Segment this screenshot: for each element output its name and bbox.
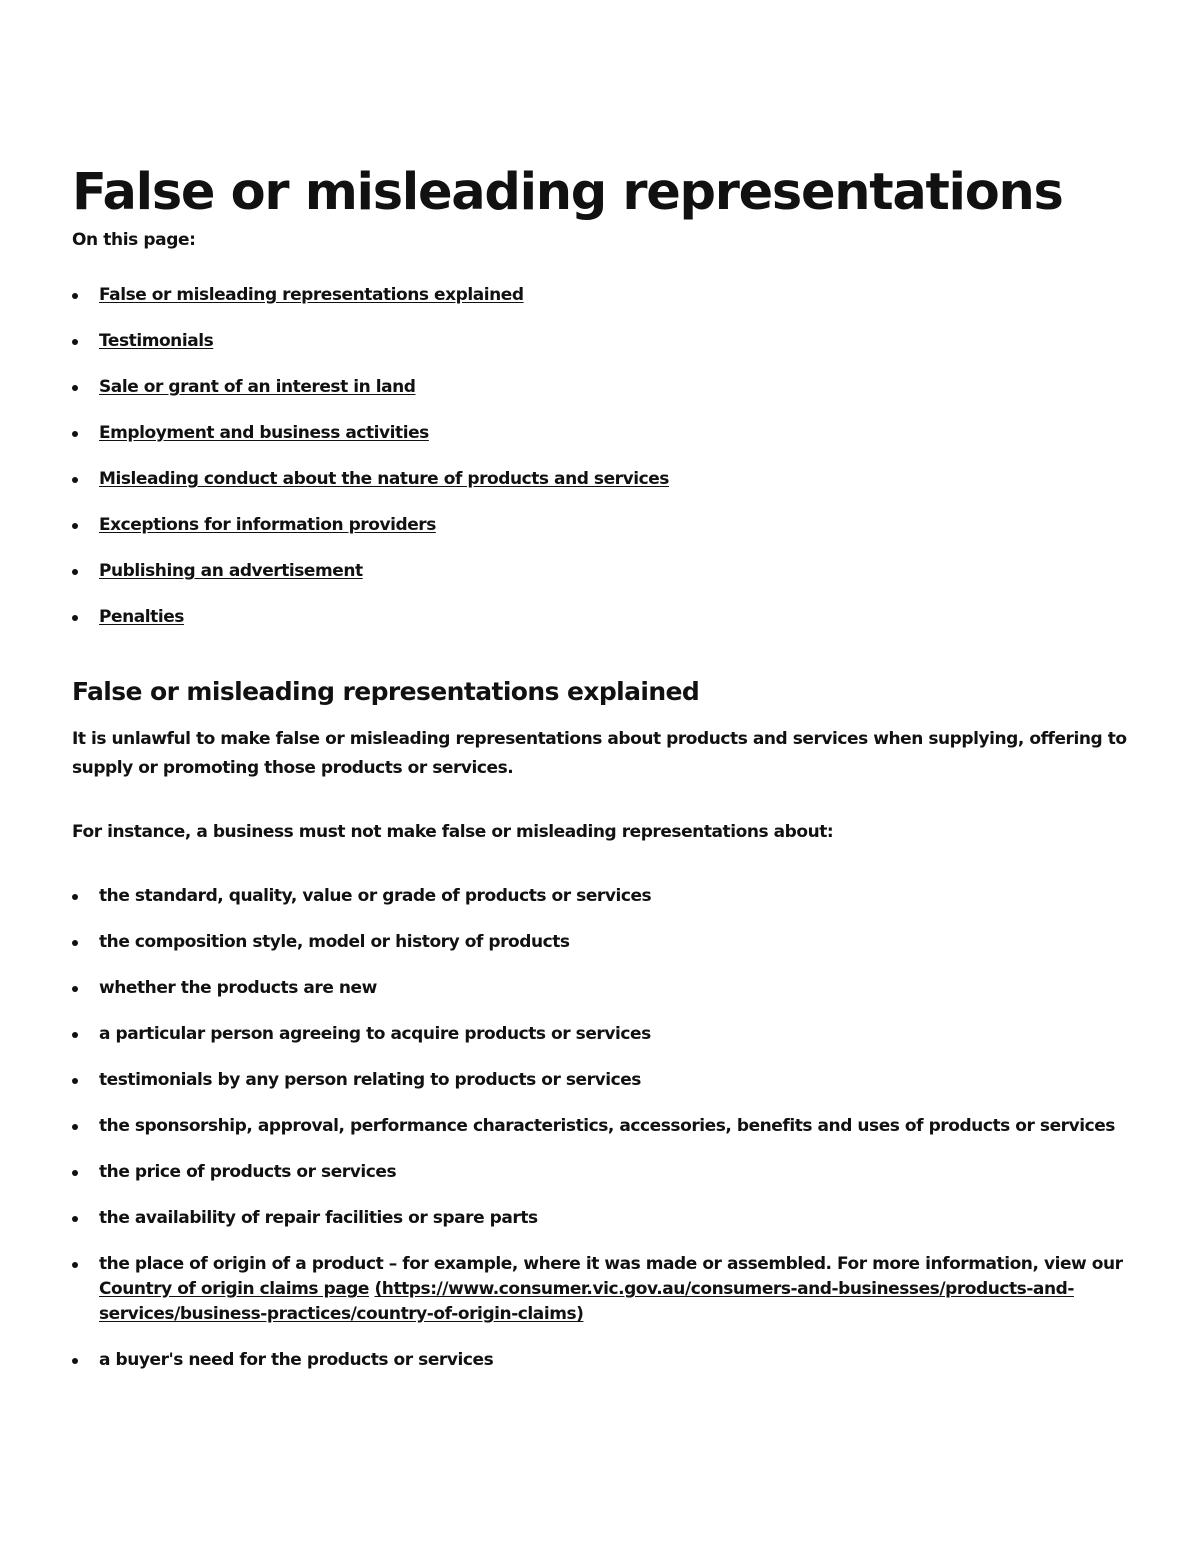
- toc-link-interest-in-land[interactable]: Sale or grant of an interest in land: [99, 377, 416, 397]
- toc-link-testimonials[interactable]: Testimonials: [99, 331, 214, 351]
- toc-item: [72, 283, 1128, 308]
- toc-link-penalties[interactable]: Penalties: [99, 607, 184, 627]
- toc-item: [72, 559, 1128, 584]
- toc-item: [72, 375, 1128, 400]
- table-of-contents: [72, 283, 1128, 630]
- list-item: a particular person agreeing to acquire products or services: [72, 1022, 1128, 1047]
- toc-link-employment[interactable]: Employment and business activities: [99, 423, 429, 443]
- toc-item: [72, 329, 1128, 354]
- toc-link-exceptions[interactable]: Exceptions for information providers: [99, 515, 436, 535]
- section-heading: False or misleading representations explained: [72, 677, 700, 706]
- toc-item: [72, 467, 1128, 492]
- list-item-origin: [72, 1252, 1128, 1327]
- toc-link-misleading-conduct[interactable]: Misleading conduct about the nature of products and services: [99, 469, 669, 489]
- toc-link-explained[interactable]: False or misleading representations explained: [99, 285, 524, 305]
- country-of-origin-link[interactable]: Country of origin claims page: [99, 1279, 370, 1299]
- toc-item: [72, 421, 1128, 446]
- toc-item: [72, 513, 1128, 538]
- toc-link-advertisement[interactable]: Publishing an advertisement: [99, 561, 363, 581]
- document-page: [72, 160, 1128, 1394]
- list-item: a buyer's need for the products or services: [72, 1348, 1128, 1373]
- list-item: the price of products or services: [72, 1160, 1128, 1185]
- section-instance-paragraph: For instance, a business must not make false or misleading representations about:: [72, 822, 834, 842]
- list-item: whether the products are new: [72, 976, 1128, 1001]
- list-item: the sponsorship, approval, performance characteristics, accessories, benefits and uses of products or services: [72, 1114, 1128, 1139]
- list-item: the availability of repair facilities or spare parts: [72, 1206, 1128, 1231]
- list-item: the composition style, model or history of products: [72, 930, 1128, 955]
- on-this-page-label: On this page:: [72, 230, 196, 250]
- section-intro-paragraph: It is unlawful to make false or misleading representations about products and services when supplying, offering to supply or promoting those products or services.: [72, 729, 1127, 778]
- list-item: the standard, quality, value or grade of products or services: [72, 884, 1128, 909]
- toc-item: [72, 605, 1128, 630]
- origin-text: the place of origin of a product – for example, where it was made or assembled. For more information, view our: [99, 1254, 1123, 1274]
- page-title: False or misleading representations: [72, 163, 1063, 222]
- country-of-origin-url-link[interactable]: (https://www.consumer.vic.gov.au/consumers-and-businesses/products-and-services/business-practices/country-of-origin-claims): [99, 1279, 1074, 1324]
- representations-list: [72, 884, 1128, 1373]
- list-item: testimonials by any person relating to products or services: [72, 1068, 1128, 1093]
